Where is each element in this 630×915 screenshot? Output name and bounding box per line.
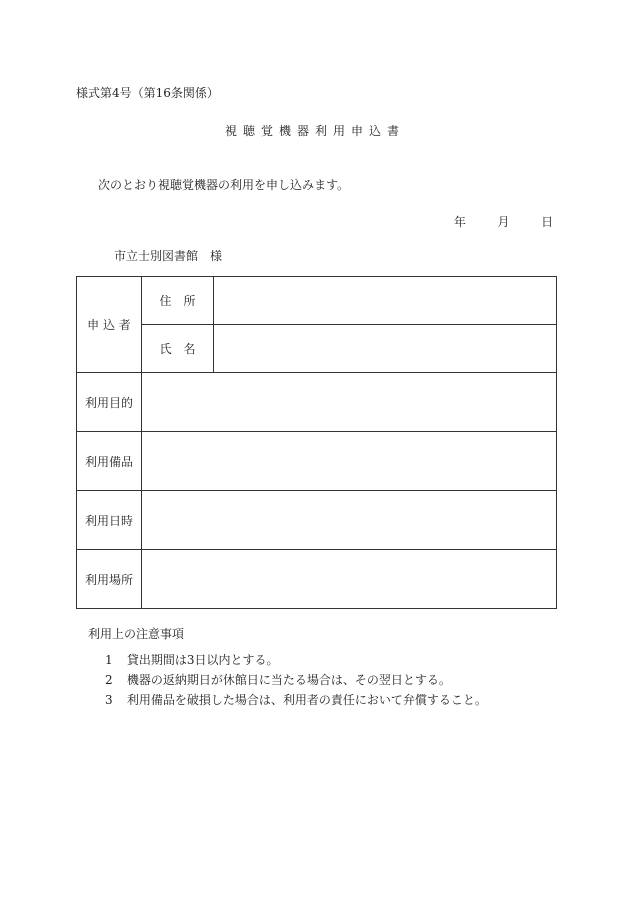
- note-number: 1: [105, 653, 113, 667]
- note-number: 2: [105, 673, 113, 687]
- datetime-label: 利用日時: [77, 491, 142, 550]
- location-label: 利用場所: [77, 550, 142, 609]
- date-line: [450, 213, 553, 230]
- list-item: [105, 650, 487, 670]
- date-day-label: 日: [541, 215, 554, 229]
- purpose-field[interactable]: [142, 373, 557, 432]
- note-text: 利用備品を破損した場合は、利用者の責任において弁償すること。: [126, 693, 487, 707]
- note-number: 3: [105, 693, 113, 707]
- address-field[interactable]: [214, 277, 557, 325]
- equipment-label: 利用備品: [77, 432, 142, 491]
- address-label: 住 所: [142, 277, 214, 325]
- name-field[interactable]: [214, 325, 557, 373]
- note-text: 機器の返納期日が休館日に当たる場合は、その翌日とする。: [126, 673, 451, 687]
- note-text: 貸出期間は3日以内とする。: [126, 653, 279, 667]
- name-label: 氏 名: [142, 325, 214, 373]
- date-year-label: 年: [453, 215, 466, 229]
- addressee: 市立士別図書館 様: [114, 249, 223, 263]
- document-title: 視聴覚機器利用申込書: [224, 124, 405, 138]
- intro-text: 次のとおり視聴覚機器の利用を申し込みます。: [98, 178, 350, 192]
- location-field[interactable]: [142, 550, 557, 609]
- notes-heading: 利用上の注意事項: [88, 627, 185, 641]
- datetime-field[interactable]: [142, 491, 557, 550]
- date-month-label: 月: [497, 215, 510, 229]
- list-item: [105, 670, 487, 690]
- applicant-label: 申 込 者: [77, 277, 142, 373]
- notes-list: [105, 650, 487, 710]
- purpose-label: 利用目的: [77, 373, 142, 432]
- form-number: 様式第4号（第16条関係）: [76, 86, 219, 100]
- equipment-field[interactable]: [142, 432, 557, 491]
- list-item: [105, 690, 487, 710]
- application-form-table: [76, 276, 557, 609]
